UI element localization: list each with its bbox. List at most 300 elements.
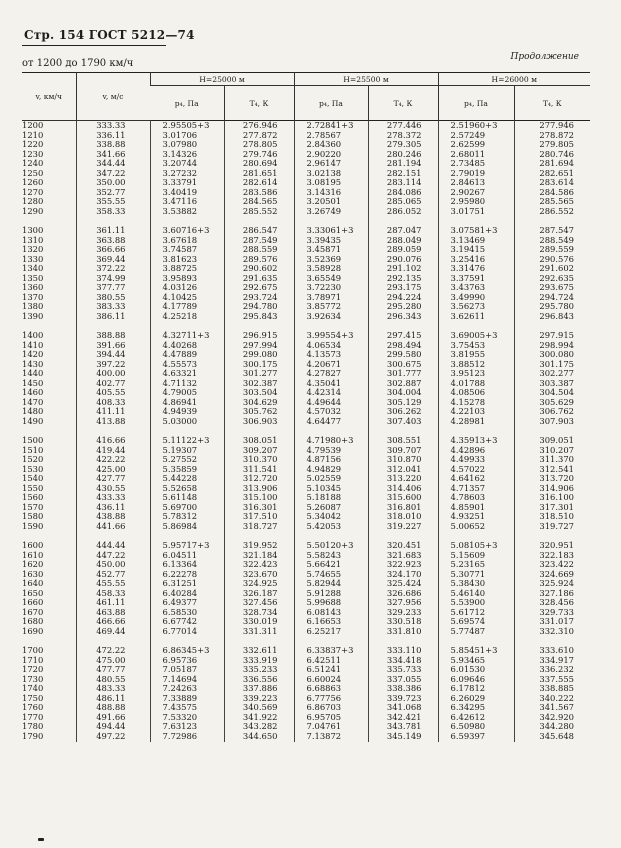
temperature-cell-h3: 329.733 <box>514 608 590 618</box>
pressure-cell-h2: 6.16653 <box>294 617 368 627</box>
speed-ms-cell: 388.88 <box>76 331 150 341</box>
pressure-cell-h2: 6.51241 <box>294 665 368 675</box>
temperature-cell-h3: 293.675 <box>514 283 590 293</box>
table-row <box>22 350 590 360</box>
temperature-cell-h2: 331.810 <box>368 627 438 637</box>
speed-ms-cell: 397.22 <box>76 360 150 370</box>
temperature-cell-h2: 287.047 <box>368 226 438 236</box>
pressure-cell-h2: 4.35041 <box>294 379 368 389</box>
speed-ms-cell: 497.22 <box>76 732 150 742</box>
table-row <box>22 493 590 503</box>
speed-kmh-cell: 1550 <box>22 483 44 493</box>
table-row <box>22 684 590 694</box>
speed-kmh-cell: 1470 <box>22 397 44 407</box>
temperature-cell-h1: 278.805 <box>224 140 294 150</box>
spacer-cell <box>368 637 438 647</box>
temperature-cell-h3: 318.510 <box>514 512 590 522</box>
col-header-speed-kmh: v, км/ч <box>22 73 76 121</box>
spacer-cell <box>514 637 590 647</box>
temperature-cell-h1: 286.547 <box>224 226 294 236</box>
speed-kmh-cell: 1370 <box>22 292 44 302</box>
temperature-cell-h1: 304.629 <box>224 398 294 408</box>
pressure-cell-h2: 4.06534 <box>294 341 368 351</box>
speed-ms-cell: 336.11 <box>76 131 150 141</box>
pressure-cell-h1: 3.47116 <box>150 197 224 207</box>
temperature-cell-h3: 333.610 <box>514 646 590 656</box>
table-row <box>22 274 590 284</box>
temperature-cell-h2: 282.151 <box>368 169 438 179</box>
temperature-cell-h3: 279.805 <box>514 140 590 150</box>
pressure-cell-h2: 3.20501 <box>294 197 368 207</box>
pressure-cell-h3: 2.79019 <box>438 169 514 179</box>
pressure-cell-h1: 4.79005 <box>150 388 224 398</box>
col-header-speed-ms: v, м/с <box>76 73 150 121</box>
spacer-cell <box>22 321 76 331</box>
table-row <box>22 226 590 236</box>
temperature-cell-h1: 288.559 <box>224 245 294 255</box>
temperature-cell-h3: 323.422 <box>514 560 590 570</box>
speed-ms-cell: 480.55 <box>76 675 150 685</box>
pressure-cell-h3: 2.57249 <box>438 131 514 141</box>
pressure-cell-h1: 6.67742 <box>150 617 224 627</box>
pressure-cell-h1: 5.69700 <box>150 503 224 513</box>
spacer-cell <box>76 216 150 226</box>
table-row <box>22 541 590 551</box>
temperature-cell-h2: 283.114 <box>368 178 438 188</box>
pressure-cell-h3: 5.38430 <box>438 579 514 589</box>
pressure-cell-h3: 3.25416 <box>438 255 514 265</box>
spacer-cell <box>294 321 368 331</box>
pressure-cell-h2: 2.96147 <box>294 159 368 169</box>
temperature-cell-h1: 322.423 <box>224 560 294 570</box>
pressure-cell-h3: 3.81955 <box>438 350 514 360</box>
pressure-cell-h3: 6.50980 <box>438 722 514 732</box>
speed-ms-cell: 377.77 <box>76 283 150 293</box>
temperature-cell-h1: 326.187 <box>224 589 294 599</box>
table-row <box>22 178 590 188</box>
pressure-cell-h3: 5.93465 <box>438 656 514 666</box>
temperature-cell-h1: 308.051 <box>224 436 294 446</box>
temperature-cell-h2: 312.041 <box>368 465 438 475</box>
table-row <box>22 312 590 322</box>
pressure-cell-h3: 5.23165 <box>438 560 514 570</box>
pressure-cell-h1: 4.55573 <box>150 360 224 370</box>
table-row <box>22 675 590 685</box>
temperature-cell-h2: 301.777 <box>368 369 438 379</box>
altitude-header-3: H=26000 м <box>438 73 590 86</box>
speed-kmh-cell: 1670 <box>22 607 44 617</box>
pressure-cell-h2: 2.90220 <box>294 150 368 160</box>
speed-kmh-cell: 1490 <box>22 416 44 426</box>
pressure-cell-h2: 3.99554+3 <box>294 331 368 341</box>
pressure-cell-h2: 4.27827 <box>294 369 368 379</box>
pressure-cell-h1: 6.95736 <box>150 656 224 666</box>
temperature-cell-h1: 337.886 <box>224 684 294 694</box>
speed-ms-cell: 413.88 <box>76 417 150 427</box>
pressure-cell-h2: 5.26087 <box>294 503 368 513</box>
pressure-cell-h3: 4.28981 <box>438 417 514 427</box>
temperature-cell-h2: 335.733 <box>368 665 438 675</box>
pressure-cell-h3: 3.56273 <box>438 302 514 312</box>
col-header-pressure: p₄, Па <box>174 98 199 108</box>
speed-kmh-cell: 1760 <box>22 703 44 713</box>
temperature-cell-h2: 298.494 <box>368 341 438 351</box>
spacer-cell <box>22 216 76 226</box>
temperature-cell-h2: 281.194 <box>368 159 438 169</box>
speed-kmh-cell: 1770 <box>22 712 44 722</box>
pressure-cell-h2: 5.42053 <box>294 522 368 532</box>
pressure-cell-h2: 3.39435 <box>294 236 368 246</box>
pressure-cell-h2: 4.13573 <box>294 350 368 360</box>
temperature-cell-h2: 339.723 <box>368 694 438 704</box>
temperature-cell-h3: 316.100 <box>514 493 590 503</box>
table-row <box>22 407 590 417</box>
pressure-cell-h1: 3.07980 <box>150 140 224 150</box>
pressure-cell-h2: 2.72841+3 <box>294 121 368 131</box>
speed-kmh-cell: 1540 <box>22 474 44 484</box>
speed-kmh-cell: 1250 <box>22 168 44 178</box>
table-row <box>22 360 590 370</box>
pressure-cell-h3: 3.43763 <box>438 283 514 293</box>
temperature-cell-h3: 278.872 <box>514 131 590 141</box>
temperature-cell-h1: 279.746 <box>224 150 294 160</box>
table-row <box>22 598 590 608</box>
temperature-cell-h1: 327.456 <box>224 598 294 608</box>
pressure-cell-h2: 4.49644 <box>294 398 368 408</box>
table-row <box>22 436 590 446</box>
temperature-cell-h2: 338.386 <box>368 684 438 694</box>
pressure-cell-h3: 6.42612 <box>438 713 514 723</box>
temperature-cell-h3: 291.602 <box>514 264 590 274</box>
spacer-cell <box>368 216 438 226</box>
temperature-cell-h3: 292.635 <box>514 274 590 284</box>
pressure-cell-h3: 3.62611 <box>438 312 514 322</box>
speed-kmh-cell: 1790 <box>22 732 44 741</box>
temperature-cell-h1: 287.549 <box>224 236 294 246</box>
spacer-cell <box>368 427 438 437</box>
group-spacer <box>22 427 590 437</box>
group-spacer <box>22 321 590 331</box>
pressure-cell-h1: 6.13364 <box>150 560 224 570</box>
pressure-cell-h1: 3.81623 <box>150 255 224 265</box>
pressure-cell-h3: 5.69574 <box>438 617 514 627</box>
pressure-cell-h3: 3.01751 <box>438 207 514 217</box>
pressure-cell-h1: 7.63123 <box>150 722 224 732</box>
temperature-cell-h1: 335.233 <box>224 665 294 675</box>
pressure-cell-h2: 5.58243 <box>294 551 368 561</box>
pressure-cell-h3: 3.37591 <box>438 274 514 284</box>
pressure-cell-h2: 4.42314 <box>294 388 368 398</box>
pressure-cell-h1: 3.01706 <box>150 131 224 141</box>
speed-kmh-cell: 1640 <box>22 579 44 589</box>
table-body <box>22 121 590 742</box>
temperature-cell-h1: 277.872 <box>224 131 294 141</box>
speed-ms-cell: 419.44 <box>76 446 150 456</box>
speed-ms-cell: 366.66 <box>76 245 150 255</box>
pressure-cell-h3: 4.85901 <box>438 503 514 513</box>
pressure-cell-h2: 3.45871 <box>294 245 368 255</box>
pressure-cell-h1: 7.72986 <box>150 732 224 742</box>
speed-ms-cell: 483.33 <box>76 684 150 694</box>
pressure-cell-h3: 4.78603 <box>438 493 514 503</box>
pressure-cell-h1: 4.32711+3 <box>150 331 224 341</box>
speed-kmh-cell: 1450 <box>22 378 44 388</box>
pressure-cell-h2: 3.26749 <box>294 207 368 217</box>
speed-ms-cell: 463.88 <box>76 608 150 618</box>
speed-kmh-cell: 1780 <box>22 722 44 732</box>
table-row <box>22 694 590 704</box>
speed-kmh-cell: 1360 <box>22 283 44 293</box>
spacer-cell <box>150 321 224 331</box>
speed-kmh-cell: 1720 <box>22 665 44 675</box>
temperature-cell-h3: 306.762 <box>514 407 590 417</box>
temperature-cell-h3: 337.555 <box>514 675 590 685</box>
temperature-cell-h3: 328.456 <box>514 598 590 608</box>
pressure-cell-h3: 5.30771 <box>438 570 514 580</box>
spacer-cell <box>514 216 590 226</box>
temperature-cell-h1: 294.780 <box>224 302 294 312</box>
pressure-cell-h2: 3.33061+3 <box>294 226 368 236</box>
temperature-cell-h3: 282.651 <box>514 169 590 179</box>
speed-ms-cell: 369.44 <box>76 255 150 265</box>
spacer-cell <box>438 321 514 331</box>
temperature-cell-h3: 341.567 <box>514 703 590 713</box>
temperature-cell-h1: 306.903 <box>224 417 294 427</box>
temperature-cell-h3: 303.387 <box>514 379 590 389</box>
spacer-cell <box>368 321 438 331</box>
temperature-cell-h2: 327.956 <box>368 598 438 608</box>
pressure-cell-h1: 4.25218 <box>150 312 224 322</box>
pressure-cell-h2: 7.04761 <box>294 722 368 732</box>
temperature-cell-h2: 326.686 <box>368 589 438 599</box>
pressure-cell-h3: 5.15609 <box>438 551 514 561</box>
spacer-cell <box>22 637 76 647</box>
pressure-cell-h2: 4.79539 <box>294 446 368 456</box>
temperature-cell-h1: 292.675 <box>224 283 294 293</box>
temperature-cell-h2: 316.801 <box>368 503 438 513</box>
speed-ms-cell: 475.00 <box>76 656 150 666</box>
col-header-temperature: T₄, К <box>368 86 438 121</box>
temperature-cell-h2: 293.175 <box>368 283 438 293</box>
temperature-cell-h3: 281.694 <box>514 159 590 169</box>
pressure-cell-h1: 6.86345+3 <box>150 646 224 656</box>
speed-ms-cell: 400.00 <box>76 369 150 379</box>
pressure-cell-h2: 5.18188 <box>294 493 368 503</box>
pressure-cell-h2: 3.58928 <box>294 264 368 274</box>
temperature-cell-h2: 334.418 <box>368 656 438 666</box>
speed-kmh-cell: 1210 <box>22 130 44 140</box>
speed-kmh-cell: 1610 <box>22 550 44 560</box>
pressure-cell-h2: 6.42511 <box>294 656 368 666</box>
spacer-cell <box>150 216 224 226</box>
temperature-cell-h2: 315.600 <box>368 493 438 503</box>
temperature-cell-h1: 317.510 <box>224 512 294 522</box>
speed-ms-cell: 372.22 <box>76 264 150 274</box>
temperature-cell-h3: 313.720 <box>514 474 590 484</box>
table-row <box>22 484 590 494</box>
speed-kmh-cell: 1530 <box>22 464 44 474</box>
pressure-cell-h1: 4.17789 <box>150 302 224 312</box>
pressure-cell-h1: 3.60716+3 <box>150 226 224 236</box>
speed-ms-cell: 344.44 <box>76 159 150 169</box>
temperature-cell-h2: 290.076 <box>368 255 438 265</box>
temperature-cell-h1: 305.762 <box>224 407 294 417</box>
group-spacer <box>22 637 590 647</box>
pressure-cell-h2: 5.99688 <box>294 598 368 608</box>
temperature-cell-h1: 324.925 <box>224 579 294 589</box>
pressure-cell-h3: 3.07581+3 <box>438 226 514 236</box>
temperature-cell-h1: 331.311 <box>224 627 294 637</box>
temperature-cell-h3: 331.017 <box>514 617 590 627</box>
pressure-cell-h3: 4.35913+3 <box>438 436 514 446</box>
speed-ms-cell: 447.22 <box>76 551 150 561</box>
speed-kmh-cell: 1420 <box>22 350 44 360</box>
temperature-cell-h2: 299.580 <box>368 350 438 360</box>
pressure-cell-h2: 4.94829 <box>294 465 368 475</box>
temperature-cell-h3: 284.586 <box>514 188 590 198</box>
pressure-cell-h1: 7.43575 <box>150 703 224 713</box>
speed-kmh-cell: 1390 <box>22 311 44 321</box>
pressure-cell-h3: 4.49933 <box>438 455 514 465</box>
speed-ms-cell: 358.33 <box>76 207 150 217</box>
table-row <box>22 589 590 599</box>
table-row <box>22 331 590 341</box>
speed-ms-cell: 411.11 <box>76 407 150 417</box>
temperature-cell-h3: 325.924 <box>514 579 590 589</box>
pressure-cell-h3: 4.22103 <box>438 407 514 417</box>
table-row <box>22 617 590 627</box>
pressure-cell-h2: 3.78971 <box>294 293 368 303</box>
temperature-cell-h1: 284.565 <box>224 197 294 207</box>
table-row <box>22 465 590 475</box>
pressure-cell-h1: 5.78312 <box>150 512 224 522</box>
temperature-cell-h1: 341.922 <box>224 713 294 723</box>
temperature-cell-h1: 321.184 <box>224 551 294 561</box>
spacer-cell <box>22 427 76 437</box>
temperature-cell-h1: 281.651 <box>224 169 294 179</box>
temperature-cell-h1: 332.611 <box>224 646 294 656</box>
temperature-cell-h2: 318.010 <box>368 512 438 522</box>
speed-kmh-cell: 1340 <box>22 264 44 274</box>
table-row <box>22 379 590 389</box>
speed-ms-cell: 436.11 <box>76 503 150 513</box>
temperature-cell-h3: 320.951 <box>514 541 590 551</box>
table-row <box>22 703 590 713</box>
speed-kmh-cell: 1400 <box>22 331 44 341</box>
pressure-cell-h1: 3.95893 <box>150 274 224 284</box>
spacer-cell <box>368 532 438 542</box>
temperature-cell-h2: 302.887 <box>368 379 438 389</box>
table-row <box>22 398 590 408</box>
temperature-cell-h2: 288.049 <box>368 236 438 246</box>
temperature-cell-h2: 319.227 <box>368 522 438 532</box>
speed-kmh-cell: 1320 <box>22 245 44 255</box>
pressure-cell-h2: 5.34042 <box>294 512 368 522</box>
temperature-cell-h2: 320.451 <box>368 541 438 551</box>
temperature-cell-h1: 289.576 <box>224 255 294 265</box>
spacer-cell <box>438 427 514 437</box>
speed-ms-cell: 347.22 <box>76 169 150 179</box>
table-row <box>22 474 590 484</box>
spacer-cell <box>514 427 590 437</box>
pressure-cell-h3: 4.42896 <box>438 446 514 456</box>
speed-kmh-cell: 1690 <box>22 626 44 636</box>
spacer-cell <box>294 637 368 647</box>
temperature-cell-h1: 280.694 <box>224 159 294 169</box>
table-row <box>22 732 590 742</box>
temperature-cell-h3: 342.920 <box>514 713 590 723</box>
table-row <box>22 417 590 427</box>
speed-ms-cell: 341.66 <box>76 150 150 160</box>
altitude-header-2: H=25500 м <box>294 73 438 86</box>
pressure-cell-h2: 5.50120+3 <box>294 541 368 551</box>
temperature-cell-h2: 280.246 <box>368 150 438 160</box>
temperature-cell-h1: 330.019 <box>224 617 294 627</box>
pressure-cell-h1: 4.94939 <box>150 407 224 417</box>
temperature-cell-h3: 334.917 <box>514 656 590 666</box>
temperature-cell-h1: 283.586 <box>224 188 294 198</box>
group-spacer <box>22 532 590 542</box>
speed-ms-cell: 477.77 <box>76 665 150 675</box>
spacer-cell <box>150 532 224 542</box>
speed-ms-cell: 363.88 <box>76 236 150 246</box>
temperature-cell-h3: 317.301 <box>514 503 590 513</box>
temperature-cell-h3: 288.549 <box>514 236 590 246</box>
speed-range-label: от 1200 до 1790 км/ч <box>22 58 134 69</box>
temperature-cell-h1: 339.223 <box>224 694 294 704</box>
pressure-cell-h1: 6.22278 <box>150 570 224 580</box>
speed-ms-cell: 458.33 <box>76 589 150 599</box>
table-row <box>22 503 590 513</box>
speed-ms-cell: 427.77 <box>76 474 150 484</box>
temperature-cell-h1: 302.387 <box>224 379 294 389</box>
temperature-cell-h3: 322.183 <box>514 551 590 561</box>
temperature-cell-h3: 295.780 <box>514 302 590 312</box>
temperature-cell-h3: 287.547 <box>514 226 590 236</box>
table-row <box>22 207 590 217</box>
temperature-cell-h3: 301.175 <box>514 360 590 370</box>
pressure-cell-h2: 3.08195 <box>294 178 368 188</box>
pressure-cell-h2: 4.20671 <box>294 360 368 370</box>
pressure-cell-h3: 3.95123 <box>438 369 514 379</box>
pressure-cell-h2: 3.02138 <box>294 169 368 179</box>
pressure-cell-h1: 6.40284 <box>150 589 224 599</box>
temperature-cell-h2: 286.052 <box>368 207 438 217</box>
temperature-cell-h2: 304.004 <box>368 388 438 398</box>
speed-kmh-cell: 1240 <box>22 159 44 169</box>
continuation-label: Продолжение <box>510 52 579 62</box>
spacer-cell <box>224 637 294 647</box>
pressure-cell-h2: 4.71980+3 <box>294 436 368 446</box>
table-row <box>22 656 590 666</box>
pressure-cell-h3: 6.34295 <box>438 703 514 713</box>
speed-ms-cell: 430.55 <box>76 484 150 494</box>
temperature-cell-h1: 315.100 <box>224 493 294 503</box>
temperature-cell-h2: 342.421 <box>368 713 438 723</box>
pressure-cell-h1: 7.14694 <box>150 675 224 685</box>
spacer-cell <box>294 427 368 437</box>
pressure-cell-h1: 4.03126 <box>150 283 224 293</box>
table-row <box>22 293 590 303</box>
speed-kmh-cell: 1300 <box>22 226 44 236</box>
pressure-cell-h2: 5.91288 <box>294 589 368 599</box>
pressure-cell-h1: 5.11122+3 <box>150 436 224 446</box>
table-row <box>22 302 590 312</box>
pressure-cell-h2: 6.60024 <box>294 675 368 685</box>
temperature-cell-h2: 294.224 <box>368 293 438 303</box>
temperature-cell-h1: 285.552 <box>224 207 294 217</box>
pressure-cell-h1: 3.40419 <box>150 188 224 198</box>
